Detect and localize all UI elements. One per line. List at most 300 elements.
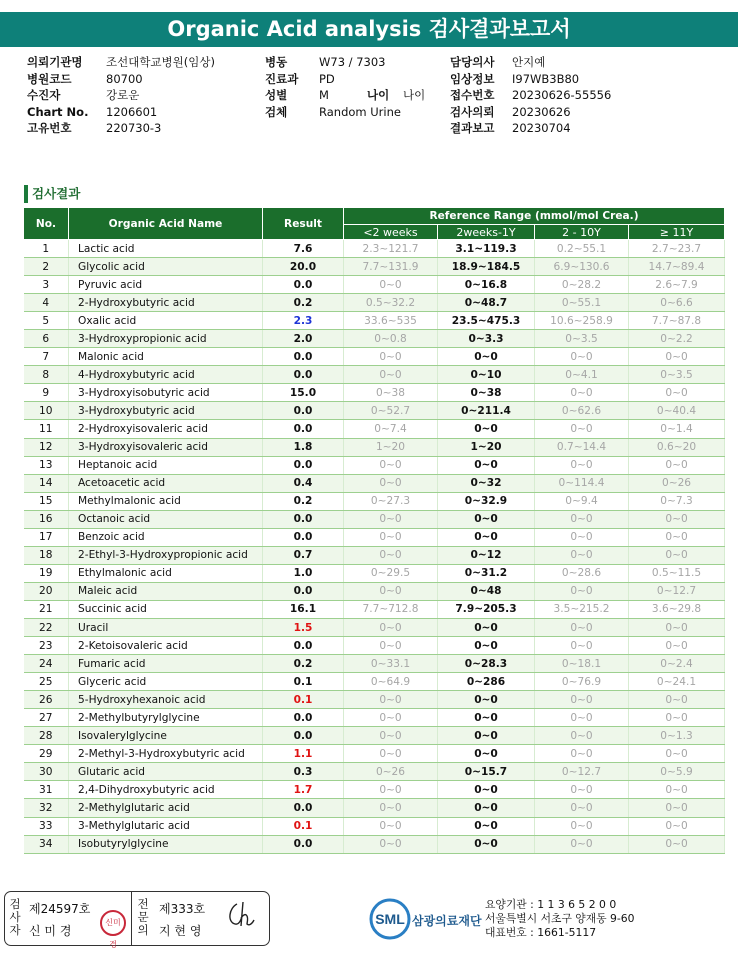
meta-row — [450, 71, 611, 88]
table-row — [24, 673, 725, 691]
table-row — [24, 312, 725, 330]
org-name: 삼광의료재단 — [412, 914, 482, 928]
result-value: 0.0 — [263, 510, 344, 528]
result-value: 0.0 — [263, 366, 344, 384]
sml-logo-icon — [368, 897, 412, 941]
result-value: 0.1 — [263, 817, 344, 835]
range-2-10y: 0~0 — [535, 618, 629, 636]
row-number: 21 — [24, 600, 69, 618]
range-under-2-weeks: 0~0 — [344, 637, 438, 655]
range-2weeks-1y: 0~286 — [438, 673, 535, 691]
range-under-2-weeks: 0~0 — [344, 276, 438, 294]
meta-row — [450, 87, 611, 104]
acid-name: Ethylmalonic acid — [69, 564, 263, 582]
meta-label: 결과보고 — [450, 121, 495, 135]
range-under-2-weeks: 33.6~535 — [344, 312, 438, 330]
section-title: 검사결과 — [24, 185, 80, 203]
table-row — [24, 456, 725, 474]
range-2weeks-1y: 0~0 — [438, 817, 535, 835]
range-under-2-weeks: 0~27.3 — [344, 492, 438, 510]
acid-name: 3-Hydroxypropionic acid — [69, 330, 263, 348]
result-value: 0.0 — [263, 799, 344, 817]
range-under-2-weeks: 0~0 — [344, 709, 438, 727]
header-range-2-10y: 2 - 10Y — [535, 225, 629, 240]
acid-name: 4-Hydroxybutyric acid — [69, 366, 263, 384]
row-number: 24 — [24, 655, 69, 673]
meta-label: 검체 — [265, 104, 288, 119]
meta-row — [27, 87, 215, 104]
acid-name: 3-Hydroxybutyric acid — [69, 402, 263, 420]
header-range-under-2-weeks: <2 weeks — [344, 225, 438, 240]
range-under-2-weeks: 7.7~131.9 — [344, 258, 438, 276]
acid-name: 2-Methyl-3-Hydroxybutyric acid — [69, 745, 263, 763]
range-under-2-weeks: 0~0 — [344, 474, 438, 492]
meta-value: 1206601 — [106, 104, 158, 119]
range-11y-plus: 0~0 — [629, 799, 725, 817]
range-11y-plus: 0~0 — [629, 384, 725, 402]
range-11y-plus: 0~24.1 — [629, 673, 725, 691]
table-row — [24, 745, 725, 763]
contact-line: 요양기관 : 1 1 3 6 5 2 0 0 — [485, 898, 617, 911]
acid-name: Oxalic acid — [69, 312, 263, 330]
acid-name: 2-Ketoisovaleric acid — [69, 637, 263, 655]
range-under-2-weeks: 0~0 — [344, 817, 438, 835]
range-2weeks-1y: 0~0 — [438, 799, 535, 817]
meta-row — [27, 54, 215, 71]
acid-name: Uracil — [69, 618, 263, 636]
meta-label: 병원코드 — [27, 71, 72, 86]
result-value: 20.0 — [263, 258, 344, 276]
header-result: Result — [263, 208, 344, 240]
result-value: 1.1 — [263, 745, 344, 763]
range-2-10y: 0~3.5 — [535, 330, 629, 348]
range-11y-plus: 0~0 — [629, 781, 725, 799]
range-11y-plus: 0~0 — [629, 637, 725, 655]
meta-row — [27, 120, 215, 137]
range-2-10y: 0~0 — [535, 528, 629, 546]
row-number: 28 — [24, 727, 69, 745]
table-row — [24, 294, 725, 312]
range-2-10y: 0~4.1 — [535, 366, 629, 384]
range-2-10y: 0~0 — [535, 456, 629, 474]
meta-row — [265, 87, 425, 104]
meta-label: 성별 — [265, 88, 288, 102]
table-row — [24, 817, 725, 835]
meta-label: Chart No. — [27, 104, 89, 119]
range-under-2-weeks: 7.7~712.8 — [344, 600, 438, 618]
header-range-2weeks-1y: 2weeks-1Y — [438, 225, 535, 240]
result-value: 1.8 — [263, 438, 344, 456]
meta-value: 조선대학교병원(임상) — [106, 55, 215, 69]
table-row — [24, 655, 725, 673]
range-2weeks-1y: 7.9~205.3 — [438, 600, 535, 618]
range-2weeks-1y: 18.9~184.5 — [438, 258, 535, 276]
range-2-10y: 0~0 — [535, 510, 629, 528]
divider — [131, 892, 132, 945]
range-2weeks-1y: 0~0 — [438, 510, 535, 528]
acid-name: 3-Methylglutaric acid — [69, 817, 263, 835]
range-under-2-weeks: 0~0 — [344, 745, 438, 763]
table-row — [24, 637, 725, 655]
range-under-2-weeks: 0~7.4 — [344, 420, 438, 438]
acid-name: Benzoic acid — [69, 528, 263, 546]
range-11y-plus: 0~0 — [629, 745, 725, 763]
meta-label: 수진자 — [27, 88, 61, 102]
row-number: 12 — [24, 438, 69, 456]
meta-row — [450, 104, 611, 121]
result-value: 0.2 — [263, 294, 344, 312]
range-2weeks-1y: 0~0 — [438, 745, 535, 763]
range-2weeks-1y: 0~0 — [438, 348, 535, 366]
table-row — [24, 366, 725, 384]
table-row — [24, 835, 725, 853]
range-2-10y: 0~0 — [535, 582, 629, 600]
range-2-10y: 0.2~55.1 — [535, 240, 629, 258]
range-2weeks-1y: 0~0 — [438, 456, 535, 474]
range-11y-plus: 14.7~89.4 — [629, 258, 725, 276]
range-2weeks-1y: 0~10 — [438, 366, 535, 384]
row-number: 13 — [24, 456, 69, 474]
range-2weeks-1y: 0~38 — [438, 384, 535, 402]
table-row — [24, 781, 725, 799]
range-2-10y: 0~0 — [535, 817, 629, 835]
range-11y-plus: 3.6~29.8 — [629, 600, 725, 618]
meta-row — [265, 54, 425, 71]
meta-row — [450, 120, 611, 137]
header-name: Organic Acid Name — [69, 208, 263, 240]
row-number: 19 — [24, 564, 69, 582]
row-number: 1 — [24, 240, 69, 258]
range-11y-plus: 0~26 — [629, 474, 725, 492]
acid-name: 2-Methylbutyrylglycine — [69, 709, 263, 727]
row-number: 6 — [24, 330, 69, 348]
age-label: 나이 — [367, 88, 390, 102]
table-row — [24, 276, 725, 294]
table-row — [24, 691, 725, 709]
result-value: 1.7 — [263, 781, 344, 799]
range-2weeks-1y: 0~32.9 — [438, 492, 535, 510]
acid-name: Glycolic acid — [69, 258, 263, 276]
range-11y-plus: 0~0 — [629, 510, 725, 528]
row-number: 33 — [24, 817, 69, 835]
row-number: 11 — [24, 420, 69, 438]
row-number: 10 — [24, 402, 69, 420]
result-value: 0.2 — [263, 655, 344, 673]
acid-name: 2,4-Dihydroxybutyric acid — [69, 781, 263, 799]
tester-stamp: 신미경 — [100, 910, 126, 936]
range-under-2-weeks: 0~0 — [344, 348, 438, 366]
range-under-2-weeks: 0~0 — [344, 546, 438, 564]
signature-icon — [223, 898, 257, 932]
range-2-10y: 0.7~14.4 — [535, 438, 629, 456]
table-row — [24, 330, 725, 348]
range-2-10y: 0~0 — [535, 835, 629, 853]
range-2weeks-1y: 0~0 — [438, 781, 535, 799]
range-2-10y: 0~0 — [535, 637, 629, 655]
meta-value: 강로운 — [106, 88, 140, 102]
range-under-2-weeks: 0~0 — [344, 727, 438, 745]
table-row — [24, 799, 725, 817]
meta-column-ward — [265, 54, 425, 120]
header-range-11y-plus: ≥ 11Y — [629, 225, 725, 240]
result-value: 15.0 — [263, 384, 344, 402]
range-under-2-weeks: 0~0 — [344, 799, 438, 817]
meta-column-patient — [27, 54, 215, 137]
table-row — [24, 492, 725, 510]
row-number: 22 — [24, 618, 69, 636]
acid-name: 3-Hydroxyisovaleric acid — [69, 438, 263, 456]
range-11y-plus: 0~0 — [629, 546, 725, 564]
range-2-10y: 0~0 — [535, 745, 629, 763]
range-2weeks-1y: 0~28.3 — [438, 655, 535, 673]
range-2weeks-1y: 0~31.2 — [438, 564, 535, 582]
meta-value: W73 / 7303 — [319, 55, 386, 69]
range-2weeks-1y: 0~211.4 — [438, 402, 535, 420]
range-11y-plus: 2.6~7.9 — [629, 276, 725, 294]
tester-name: 신 미 경 — [29, 924, 72, 938]
range-2weeks-1y: 0~0 — [438, 528, 535, 546]
signature-box — [4, 891, 270, 949]
doctor-label: 전문의 — [137, 897, 149, 937]
range-2-10y: 0~0 — [535, 727, 629, 745]
row-number: 17 — [24, 528, 69, 546]
table-row — [24, 438, 725, 456]
range-2-10y: 0~0 — [535, 384, 629, 402]
range-11y-plus: 0~2.2 — [629, 330, 725, 348]
acid-name: 2-Hydroxybutyric acid — [69, 294, 263, 312]
table-row — [24, 763, 725, 781]
row-number: 9 — [24, 384, 69, 402]
meta-value: 안지예 — [512, 55, 546, 69]
row-number: 25 — [24, 673, 69, 691]
row-number: 2 — [24, 258, 69, 276]
table-row — [24, 546, 725, 564]
result-value: 0.0 — [263, 528, 344, 546]
result-value: 0.0 — [263, 835, 344, 853]
range-2-10y: 0~0 — [535, 546, 629, 564]
age-value: 나이 — [403, 88, 426, 102]
meta-value: Random Urine — [319, 104, 401, 119]
range-2weeks-1y: 0~16.8 — [438, 276, 535, 294]
range-2weeks-1y: 0~0 — [438, 727, 535, 745]
table-row — [24, 600, 725, 618]
meta-label: 검사의뢰 — [450, 104, 495, 119]
meta-value: PD — [319, 71, 335, 86]
row-number: 26 — [24, 691, 69, 709]
acid-name: 2-Ethyl-3-Hydroxypropionic acid — [69, 546, 263, 564]
result-value: 0.0 — [263, 709, 344, 727]
range-2-10y: 0~0 — [535, 691, 629, 709]
range-11y-plus: 0~2.4 — [629, 655, 725, 673]
acid-name: Pyruvic acid — [69, 276, 263, 294]
acid-name: Heptanoic acid — [69, 456, 263, 474]
contact-line: 대표번호 : 1661-5117 — [485, 926, 597, 939]
range-2-10y: 0~0 — [535, 799, 629, 817]
range-11y-plus: 0~7.3 — [629, 492, 725, 510]
meta-value: 20230626 — [512, 104, 571, 119]
range-under-2-weeks: 0.5~32.2 — [344, 294, 438, 312]
acid-name: Glutaric acid — [69, 763, 263, 781]
range-under-2-weeks: 0~52.7 — [344, 402, 438, 420]
row-number: 23 — [24, 637, 69, 655]
meta-label: 접수번호 — [450, 88, 495, 102]
row-number: 34 — [24, 835, 69, 853]
contact-info — [485, 898, 635, 940]
range-2-10y: 0~0 — [535, 420, 629, 438]
header-no: No. — [24, 208, 69, 240]
contact-line: 서울특별시 서초구 양재동 9-60 — [485, 912, 635, 925]
range-2weeks-1y: 0~32 — [438, 474, 535, 492]
range-2weeks-1y: 3.1~119.3 — [438, 240, 535, 258]
result-value: 2.3 — [263, 312, 344, 330]
result-value: 0.0 — [263, 348, 344, 366]
range-under-2-weeks: 0~33.1 — [344, 655, 438, 673]
table-row — [24, 618, 725, 636]
row-number: 3 — [24, 276, 69, 294]
result-value: 0.0 — [263, 727, 344, 745]
meta-row — [265, 104, 425, 121]
result-value: 0.1 — [263, 673, 344, 691]
range-11y-plus: 0~0 — [629, 835, 725, 853]
row-number: 7 — [24, 348, 69, 366]
range-under-2-weeks: 0~0 — [344, 366, 438, 384]
row-number: 27 — [24, 709, 69, 727]
acid-name: Isovalerylglycine — [69, 727, 263, 745]
range-under-2-weeks: 2.3~121.7 — [344, 240, 438, 258]
range-under-2-weeks: 1~20 — [344, 438, 438, 456]
range-2weeks-1y: 0~15.7 — [438, 763, 535, 781]
row-number: 14 — [24, 474, 69, 492]
range-11y-plus: 0~3.5 — [629, 366, 725, 384]
acid-name: Maleic acid — [69, 582, 263, 600]
meta-value: 80700 — [106, 71, 143, 86]
range-11y-plus: 0~40.4 — [629, 402, 725, 420]
report-title: Organic Acid analysis 검사결과보고서 — [0, 12, 738, 47]
acid-name: Succinic acid — [69, 600, 263, 618]
table-row — [24, 709, 725, 727]
range-2-10y: 0~18.1 — [535, 655, 629, 673]
results-table — [23, 207, 725, 854]
doctor-name: 지 현 영 — [159, 924, 202, 938]
acid-name: Malonic acid — [69, 348, 263, 366]
range-11y-plus: 0.5~11.5 — [629, 564, 725, 582]
result-value: 1.0 — [263, 564, 344, 582]
logo-text: SML — [375, 911, 405, 927]
range-2weeks-1y: 0~0 — [438, 709, 535, 727]
range-2weeks-1y: 0~12 — [438, 546, 535, 564]
range-under-2-weeks: 0~26 — [344, 763, 438, 781]
range-2weeks-1y: 0~0 — [438, 618, 535, 636]
meta-column-doctor — [450, 54, 611, 137]
meta-value: 20230626-55556 — [512, 88, 612, 102]
row-number: 8 — [24, 366, 69, 384]
row-number: 18 — [24, 546, 69, 564]
range-11y-plus: 0~0 — [629, 817, 725, 835]
range-11y-plus: 0~0 — [629, 709, 725, 727]
range-under-2-weeks: 0~0 — [344, 528, 438, 546]
meta-row — [27, 71, 215, 88]
range-11y-plus: 0~0 — [629, 348, 725, 366]
range-under-2-weeks: 0~29.5 — [344, 564, 438, 582]
range-2weeks-1y: 0~0 — [438, 691, 535, 709]
acid-name: Methylmalonic acid — [69, 492, 263, 510]
range-2-10y: 3.5~215.2 — [535, 600, 629, 618]
result-value: 7.6 — [263, 240, 344, 258]
header-reference: Reference Range (mmol/mol Crea.) — [344, 208, 725, 225]
tester-label: 검사자 — [9, 897, 21, 937]
range-11y-plus: 0~1.4 — [629, 420, 725, 438]
result-value: 1.5 — [263, 618, 344, 636]
range-under-2-weeks: 0~0 — [344, 582, 438, 600]
table-row — [24, 510, 725, 528]
range-11y-plus: 0~0 — [629, 691, 725, 709]
range-2-10y: 0~12.7 — [535, 763, 629, 781]
result-value: 0.0 — [263, 456, 344, 474]
result-value: 0.7 — [263, 546, 344, 564]
tester-license: 제24597호 — [29, 902, 91, 916]
range-2-10y: 0~9.4 — [535, 492, 629, 510]
range-2weeks-1y: 0~0 — [438, 637, 535, 655]
table-row — [24, 474, 725, 492]
result-value: 2.0 — [263, 330, 344, 348]
range-11y-plus: 0~0 — [629, 618, 725, 636]
acid-name: Acetoacetic acid — [69, 474, 263, 492]
table-row — [24, 348, 725, 366]
range-2-10y: 0~0 — [535, 781, 629, 799]
row-number: 5 — [24, 312, 69, 330]
acid-name: Isobutyrylglycine — [69, 835, 263, 853]
row-number: 29 — [24, 745, 69, 763]
result-value: 0.0 — [263, 402, 344, 420]
doctor-license: 제333호 — [159, 902, 206, 916]
acid-name: 2-Methylglutaric acid — [69, 799, 263, 817]
table-row — [24, 420, 725, 438]
meta-row — [450, 54, 611, 71]
range-under-2-weeks: 0~64.9 — [344, 673, 438, 691]
acid-name: 2-Hydroxyisovaleric acid — [69, 420, 263, 438]
range-11y-plus: 2.7~23.7 — [629, 240, 725, 258]
meta-value: 220730-3 — [106, 121, 162, 135]
acid-name: Glyceric acid — [69, 673, 263, 691]
meta-label: 담당의사 — [450, 55, 495, 69]
result-value: 0.1 — [263, 691, 344, 709]
table-row — [24, 582, 725, 600]
range-2-10y: 0~28.6 — [535, 564, 629, 582]
result-value: 0.2 — [263, 492, 344, 510]
range-2weeks-1y: 0~48.7 — [438, 294, 535, 312]
meta-value: I97WB3B80 — [512, 71, 580, 86]
range-2weeks-1y: 0~0 — [438, 835, 535, 853]
range-11y-plus: 0~1.3 — [629, 727, 725, 745]
range-11y-plus: 0~12.7 — [629, 582, 725, 600]
row-number: 4 — [24, 294, 69, 312]
range-11y-plus: 0~0 — [629, 456, 725, 474]
range-2weeks-1y: 1~20 — [438, 438, 535, 456]
table-row — [24, 384, 725, 402]
row-number: 32 — [24, 799, 69, 817]
result-value: 0.0 — [263, 637, 344, 655]
acid-name: 3-Hydroxyisobutyric acid — [69, 384, 263, 402]
range-2-10y: 0~0 — [535, 348, 629, 366]
meta-label: 진료과 — [265, 71, 299, 86]
range-2weeks-1y: 0~48 — [438, 582, 535, 600]
range-2weeks-1y: 23.5~475.3 — [438, 312, 535, 330]
range-under-2-weeks: 0~0.8 — [344, 330, 438, 348]
table-row — [24, 258, 725, 276]
result-value: 16.1 — [263, 600, 344, 618]
range-11y-plus: 0~6.6 — [629, 294, 725, 312]
meta-label: 임상정보 — [450, 71, 495, 86]
